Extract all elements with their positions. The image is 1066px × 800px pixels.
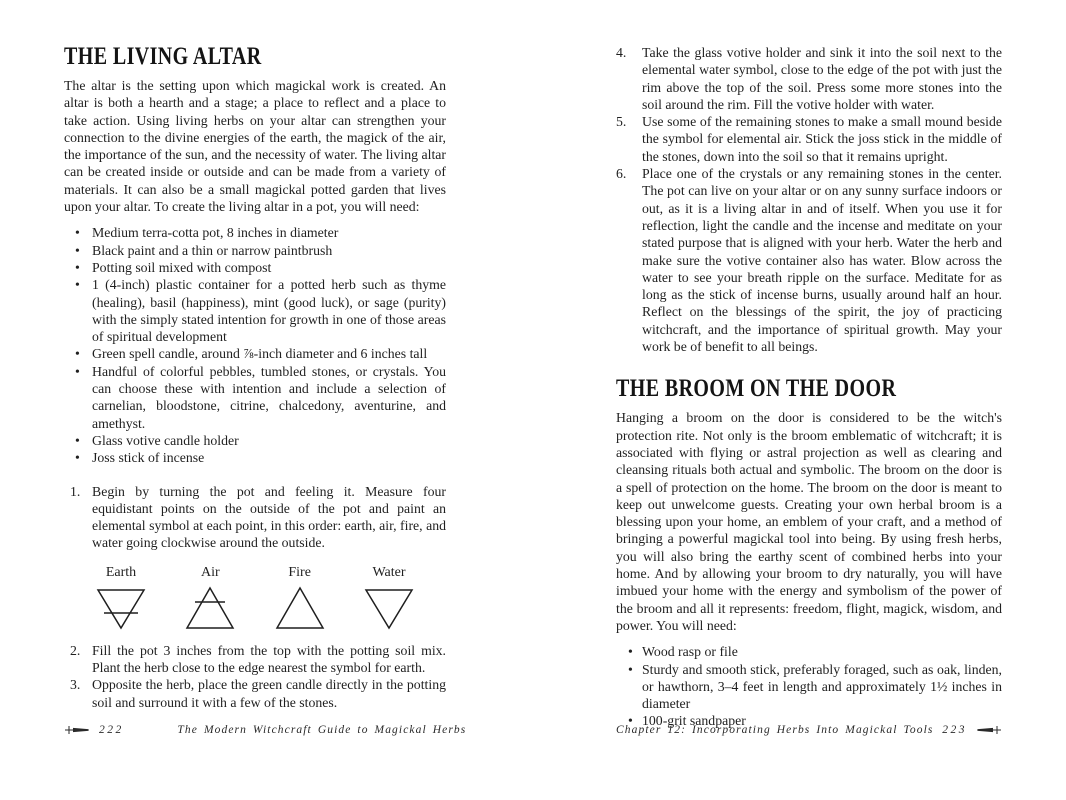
list-item-text: Green spell candle, around ⅞-inch diameter and 6 inches tall	[92, 346, 428, 362]
broom-materials-list	[616, 643, 1002, 729]
elemental-symbols-figure	[90, 565, 420, 633]
list-item-text: Wood rasp or file	[642, 644, 738, 660]
step-text: Take the glass votive holder and sink it into the soil next to the elemental water symbol, close to the edge of the pot with just the rim above the top of the soil. Press some more stones into the soil around the rim. Fill the votive holder with water.	[642, 45, 1002, 112]
footer-ornament-icon	[976, 725, 1002, 735]
water-triangle-icon	[361, 583, 417, 633]
list-item	[64, 242, 446, 259]
list-item	[616, 643, 1002, 660]
list-item	[64, 345, 446, 362]
living-altar-steps-continued	[616, 44, 1002, 355]
list-item-text: Glass votive candle holder	[92, 432, 239, 448]
list-item	[64, 363, 446, 432]
symbol-label: Fire	[288, 564, 311, 580]
step-text: Fill the pot 3 inches from the top with the potting soil mix. Plant the herb close to the edge nearest the symbol for earth.	[92, 642, 446, 676]
step-number: 1.	[70, 483, 81, 499]
section-title-broom-on-door: THE BROOM ON THE DOOR	[616, 375, 897, 403]
bullet-icon: •	[75, 363, 80, 379]
earth-triangle-icon	[93, 583, 149, 633]
bullet-icon: •	[628, 713, 633, 729]
list-item-text: 1 (4-inch) plastic container for a potted herb such as thyme (healing), basil (happiness), mint (good luck), or sage (purity) with the simply stated intention for growth in one of those areas of spiritual development	[92, 277, 446, 345]
bullet-icon: •	[75, 346, 80, 362]
list-item-text: Medium terra-cotta pot, 8 inches in diameter	[92, 225, 339, 241]
list-item	[64, 432, 446, 449]
air-triangle-icon	[182, 583, 238, 633]
bullet-icon: •	[75, 277, 80, 293]
step-number: 6.	[616, 166, 627, 182]
list-item-text: Black paint and a thin or narrow paintbrush	[92, 242, 333, 258]
step-item	[64, 483, 446, 552]
page-number: 223	[942, 724, 967, 736]
fire-symbol	[269, 565, 331, 633]
list-item	[64, 276, 446, 345]
list-item	[616, 661, 1002, 713]
footer-ornament-icon	[64, 725, 90, 735]
bullet-icon: •	[75, 225, 80, 241]
step-number: 4.	[616, 45, 627, 60]
step-text: Opposite the herb, place the green candle directly in the potting soil and surround it with a few of the stones.	[92, 677, 446, 710]
bullet-icon: •	[628, 661, 633, 677]
air-symbol	[179, 565, 241, 633]
step-text: Begin by turning the pot and feeling it. Measure four equidistant points on the outside of the pot and paint an elemental symbol at each point, in this order: earth, air, fire, and water going clockwise around the outside.	[92, 483, 446, 551]
step-number: 5.	[616, 114, 627, 130]
living-altar-intro: The altar is the setting upon which magickal work is created. An altar is both a hearth and a stage; a place to reflect and a place to take action. Using living herbs on your altar can strengthen your connection to the divine energies of the earth, the magick of the air, the importance of the sun, and the necessity of water. The living altar can be created inside or outside and can be made from a variety of materials. It can also be a small magickal potted garden that lives upon your altar. To create the living altar in a pot, you will need:	[64, 78, 446, 215]
list-item-text: Sturdy and smooth stick, preferably foraged, such as oak, linden, or hawthorn, 3–4 feet in length and approximately 1½ inches in diameter	[642, 661, 1002, 712]
step-number: 3.	[70, 677, 81, 693]
symbol-label: Earth	[105, 564, 137, 580]
step-item	[616, 44, 1002, 113]
fire-triangle-icon	[272, 583, 328, 633]
symbol-label: Water	[372, 564, 406, 580]
broom-on-door-body: Hanging a broom on the door is considered to be the witch's protection rite. Not only is the broom emblematic of witchcraft; it is associated with flying or astral projection as well as clearing and cleansing rituals both actual and symbolic. The broom on the door is a spell of protection on the home. The broom on the door is meant to keep out unwelcome guests. Creating your own herbal broom is a blessing upon your home, an emblem of your craft, and a method of bringing a powerful magickal tool into being. By using fresh herbs, you will also bring the earthy scent of combined herbs into your home. And by allowing your broom to dry naturally, you will have imbued your home with the energy and symbolism of the power of the broom and all it represents: freedom, flight, magick, wisdom, and power. You will need:	[616, 410, 1002, 633]
step-text: Use some of the remaining stones to make a small mound beside the symbol for elemental air. Stick the joss stick in the middle of the stones, down into the soil so that it remains upright.	[642, 114, 1002, 164]
living-altar-steps	[64, 483, 446, 711]
list-item	[64, 224, 446, 241]
footer-chapter-title: Chapter 12: Incorporating Herbs Into Magickal Tools	[616, 724, 934, 736]
footer-book-title: The Modern Witchcraft Guide to Magickal Herbs	[177, 724, 467, 736]
step-item	[616, 113, 1002, 165]
bullet-icon: •	[75, 259, 80, 275]
water-symbol	[358, 565, 420, 633]
right-page-footer	[616, 724, 1002, 736]
step-item	[64, 676, 446, 711]
list-item	[64, 449, 446, 466]
left-page-footer	[64, 724, 520, 736]
step-item	[616, 165, 1002, 355]
bullet-icon: •	[75, 242, 80, 258]
left-page	[64, 44, 446, 711]
symbol-label: Air	[200, 564, 220, 580]
living-altar-materials-list	[64, 224, 446, 466]
bullet-icon: •	[75, 432, 80, 448]
step-text: Place one of the crystals or any remaining stones in the center. The pot can live on your altar or on any sunny surface indoors or out, as it is a living altar in and of itself. When you use it for reflection, light the candle and the incense and meditate on your stated purpose that is aligned with your herb. Water the herb and make sure the votive container also has water. Blow across the water to see your breath ripple on the surface. Meditate for as long as the stick of incense burns, usually around half an hour. Reflect on the blessings of the spirit, the joy of practicing witchcraft, and the importance of spiritual growth. May your work be of benefit to all beings.	[642, 166, 1002, 355]
list-item	[64, 259, 446, 276]
section-title-living-altar: THE LIVING ALTAR	[64, 43, 262, 70]
bullet-icon: •	[75, 450, 80, 466]
bullet-icon: •	[628, 644, 633, 660]
earth-symbol	[90, 565, 152, 633]
right-page	[616, 44, 1002, 730]
list-item-text: Joss stick of incense	[92, 450, 205, 466]
list-item-text: Potting soil mixed with compost	[92, 259, 272, 275]
page-number: 222	[99, 724, 124, 736]
step-number: 2.	[70, 642, 81, 658]
step-item	[64, 642, 446, 677]
list-item-text: Handful of colorful pebbles, tumbled stones, or crystals. You can choose these with intention and include a selection of carnelian, bloodstone, citrine, chalcedony, aventurine, and amethyst.	[92, 363, 446, 431]
list-item-text: 100-grit sandpaper	[642, 713, 746, 729]
